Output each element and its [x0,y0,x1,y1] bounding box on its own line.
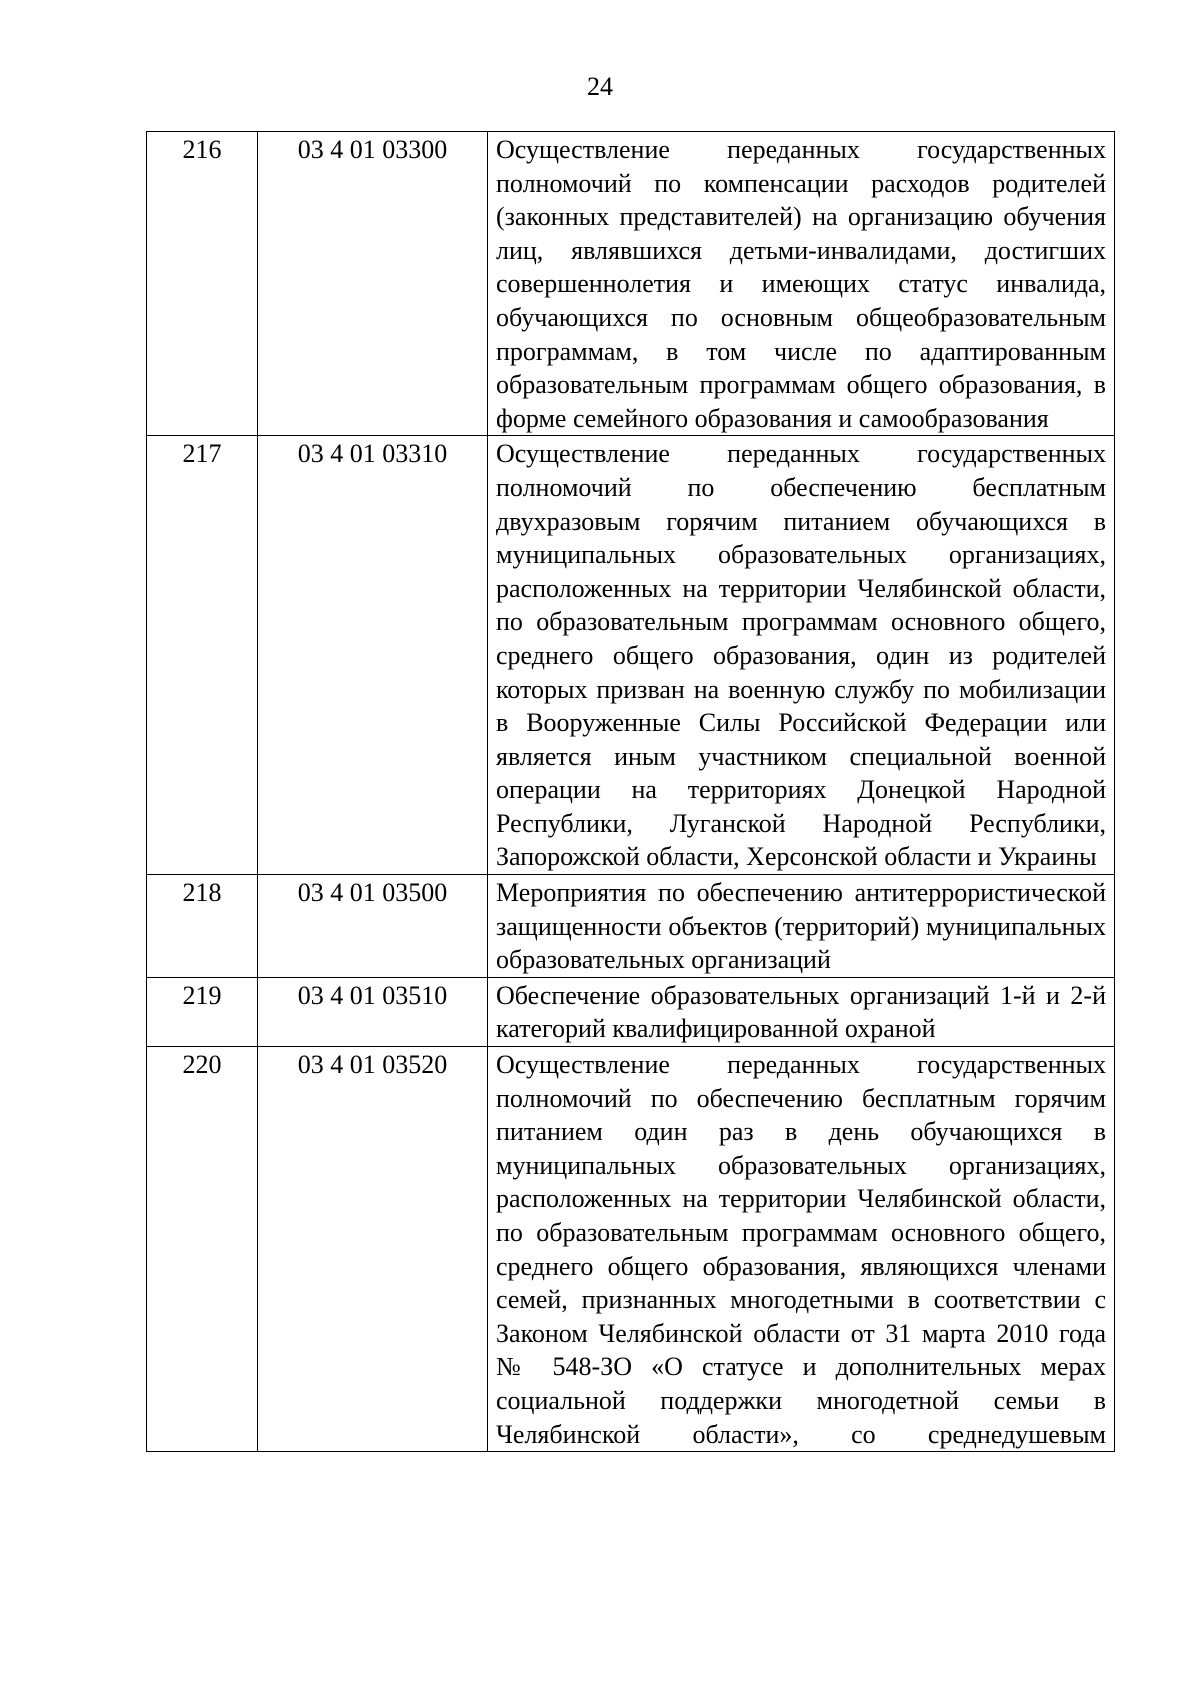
row-description: Осуществление переданных государственных полномочий по обеспечению бесплатным двухразовым горячим питанием обучающихся в муниципальных образовательных организациях, расположенных на территории Челябинской области, по образовательным программам основного общего, среднего общего образования, один из родителей которых призван на военную службу по мобилизации в Вооруженные Силы Российской Федерации или является иным участником специальной военной операции на территориях Донецкой Народной Республики, Луганской Народной Республики, Запорожской области, Херсонской области и Украины [488,436,1115,875]
table-row [147,132,1115,436]
row-number: 216 [147,132,258,436]
budget-code: 03 4 01 03510 [258,977,488,1046]
table-row [147,1047,1115,1452]
row-description: Осуществление переданных государственных полномочий по компенсации расходов родителей (законных представителей) на организацию обучения лиц, являвшихся детьми-инвалидами, достигших совершеннолетия и имеющих статус инвалида, обучающихся по основным общеобразовательным программам, в том числе по адаптированным образовательным программам общего образования, в форме семейного образования и самообразования [488,132,1115,436]
page-number: 24 [587,72,613,101]
row-number: 217 [147,436,258,875]
table-row [147,977,1115,1046]
row-description: Обеспечение образовательных организаций 1-й и 2-й категорий квалифицированной охраной [488,977,1115,1046]
budget-code: 03 4 01 03310 [258,436,488,875]
budget-code: 03 4 01 03500 [258,875,488,978]
table-row [147,875,1115,978]
row-description: Осуществление переданных государственных полномочий по обеспечению бесплатным горячим питанием один раз в день обучающихся в муниципальных образовательных организациях, расположенных на территории Челябинской области, по образовательным программам основного общего, среднего общего образования, являющихся членами семей, признанных многодетными в соответствии с Законом Челябинской области от 31 марта 2010 года № 548-ЗО «О статусе и дополнительных мерах социальной поддержки многодетной семьи в Челябинской области», со среднедушевым [488,1047,1115,1452]
budget-table [146,131,1115,1452]
budget-code: 03 4 01 03520 [258,1047,488,1452]
row-description: Мероприятия по обеспечению антитеррористической защищенности объектов (территорий) муниципальных образовательных организаций [488,875,1115,978]
table-row [147,436,1115,875]
row-number: 219 [147,977,258,1046]
budget-code: 03 4 01 03300 [258,132,488,436]
row-number: 220 [147,1047,258,1452]
row-number: 218 [147,875,258,978]
